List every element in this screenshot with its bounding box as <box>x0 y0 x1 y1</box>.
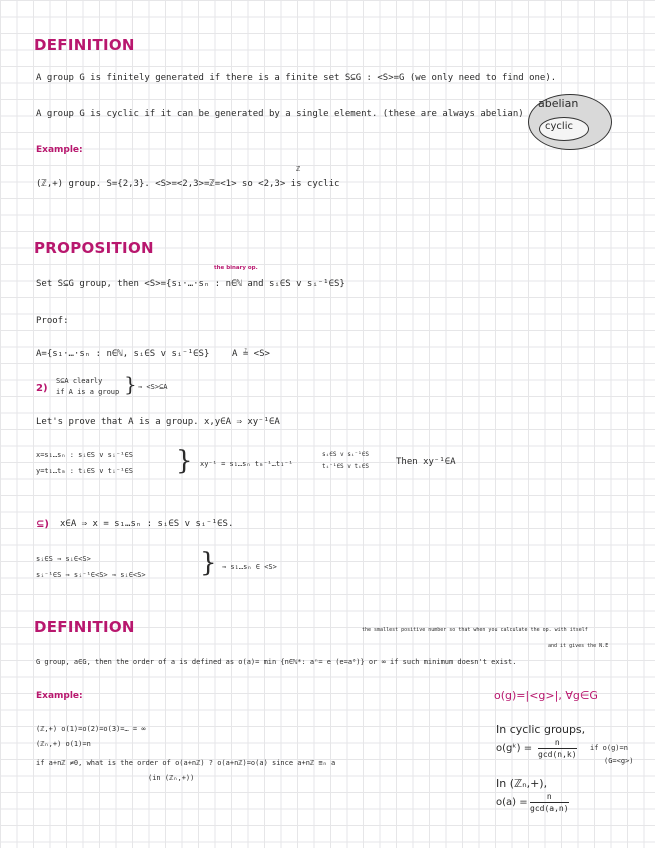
definition-heading-2: DEFINITION <box>34 618 135 636</box>
cyclic-groups-title: In cyclic groups, <box>496 723 586 736</box>
venn-label-cyclic: cyclic <box>545 121 573 132</box>
example-note-1: ℤ <box>296 165 301 173</box>
zn-denominator: gcd(a,n) <box>530 804 569 813</box>
brace-2: } <box>176 446 193 476</box>
order-note-1: the smallest positive number so that when you calculate the op. with itself <box>362 627 588 633</box>
si-line-2: sᵢ⁻¹∈S ⇒ sᵢ⁻¹∈<S> ⇒ sᵢ∈<S> <box>36 571 146 579</box>
brace-1: } <box>124 372 137 396</box>
example-label-2: Example: <box>36 691 83 701</box>
lets-prove-line: Let's prove that A is a group. x,y∈A ⇒ xy⁻¹∈A <box>36 417 280 427</box>
order-definition: G group, a∈G, then the order of a is defined as o(a)= min {n∈ℕ*: aⁿ= e (e=a⁰)} or ∞ if such minimum doesn't exist. <box>36 658 517 666</box>
example-z: (ℤ,+) o(1)=o(2)=o(3)=… = ∞ <box>36 725 146 733</box>
example-order-question: if a+nℤ ≠0, what is the order of o(a+nℤ) ? o(a+nℤ)=o(a) since a+nℤ ≡ₙ a <box>36 759 336 767</box>
step2-line-a: S⊆A clearly <box>56 377 103 385</box>
condition-1: sᵢ∈S v sᵢ⁻¹∈S <box>322 451 369 458</box>
zn-fraction <box>530 792 569 813</box>
proposition-heading: PROPOSITION <box>34 239 154 257</box>
definition-heading-1: DEFINITION <box>34 36 135 54</box>
cyclic-fraction <box>538 738 577 759</box>
step-subset-line: x∈A ⇒ x = s₁…sₙ : sᵢ∈S v sᵢ⁻¹∈S. <box>60 519 234 529</box>
brace-3: } <box>200 548 217 578</box>
zn-numerator: n <box>530 792 569 803</box>
proposition-statement: Set S⊆G group, then <S>={s₁·…·sₙ : n∈ℕ and sᵢ∈S v sᵢ⁻¹∈S} <box>36 279 345 289</box>
order-note-2: and it gives the N.E <box>548 643 609 649</box>
example-zn: (ℤₙ,+) o(1)=n <box>36 740 91 748</box>
cyclic-numerator: n <box>538 738 577 749</box>
example-label-1: Example: <box>36 145 83 155</box>
proof-label: Proof: <box>36 316 69 326</box>
step-subset-label: ⊆) <box>36 519 49 530</box>
y-line: y=t₁…tₘ : tᵢ∈S v tᵢ⁻¹∈S <box>36 467 133 475</box>
x-line: x=s₁…sₙ : sᵢ∈S v sᵢ⁻¹∈S <box>36 451 133 459</box>
binary-op-note: the binary op. <box>214 265 258 271</box>
condition-2: tᵢ⁻¹∈S v tᵢ∈S <box>322 463 369 470</box>
then-line: Then xy⁻¹∈A <box>396 457 456 467</box>
cyclic-denominator: gcd(n,k) <box>538 750 577 759</box>
example-order-sub: (in (ℤₙ,+)) <box>148 774 195 782</box>
step2-result: ⇒ <S>⊆A <box>138 383 168 391</box>
step2-line-b: if A is a group <box>56 388 120 396</box>
step2-label: 2) <box>36 383 48 394</box>
zn-lhs: o(a) = <box>496 797 528 808</box>
a-question: A ≟ <S> <box>232 349 270 359</box>
order-formula: o(g)=|<g>|, ∀g∈G <box>494 689 598 702</box>
venn-label-abelian: abelian <box>538 97 579 110</box>
si-line-1: sᵢ∈S ⇒ sᵢ∈<S> <box>36 555 91 563</box>
si-result: ⇒ s₁…sₙ ∈ <S> <box>222 563 277 571</box>
cyclic-condition-2: (G=<g>) <box>604 757 634 765</box>
zn-title: In (ℤₙ,+), <box>496 777 548 790</box>
cyclic-lhs: o(gᵏ) = <box>496 743 533 754</box>
finitely-generated-definition: A group G is finitely generated if there is a finite set S⊆G : <S>=G (we only need to find one). <box>36 73 557 83</box>
cyclic-condition: if o(g)=n <box>590 744 628 752</box>
xy-inverse: xy⁻¹ = s₁…sₙ tₘ⁻¹…t₁⁻¹ <box>200 460 293 468</box>
example-line-1: (ℤ,+) group. S={2,3}. <S>=<2,3>=ℤ=<1> so <2,3> is cyclic <box>36 179 340 189</box>
a-definition: A={s₁·…·sₙ : n∈ℕ, sᵢ∈S v sᵢ⁻¹∈S} <box>36 349 210 359</box>
cyclic-definition: A group G is cyclic if it can be generated by a single element. (these are always abelian) <box>36 109 524 119</box>
